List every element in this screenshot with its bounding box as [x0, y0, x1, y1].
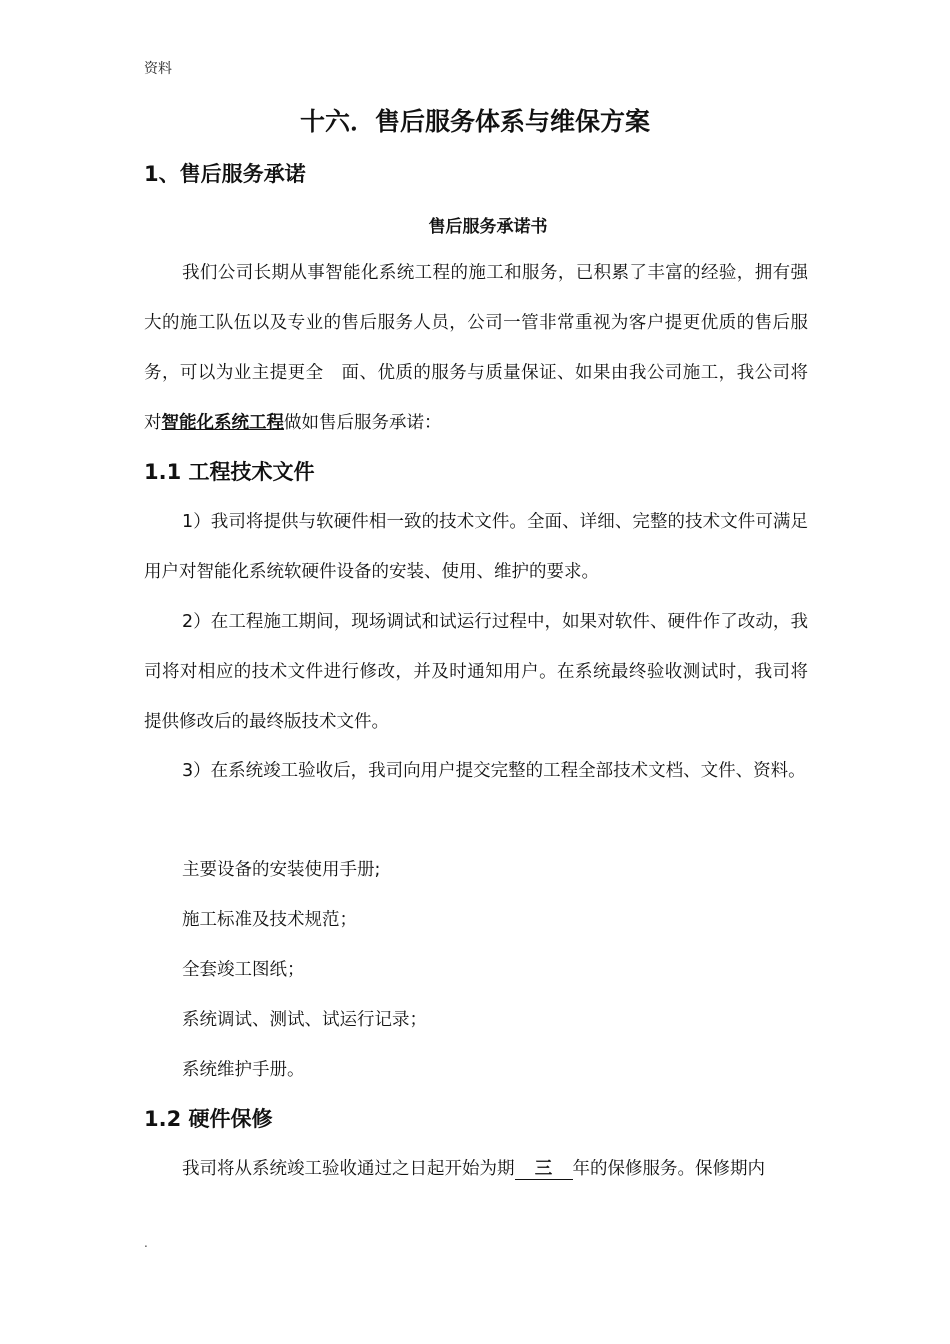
technical-docs-paragraph-3: 3）在系统竣工验收后，我司向用户提交完整的工程全部技术文档、文件、资料。	[182, 761, 806, 781]
footer-mark: .	[144, 1236, 148, 1250]
warranty-text-tail: 年的保修服务。保修期内	[572, 1159, 765, 1179]
technical-docs-paragraph-1: 1）我司将提供与软硬件相一致的技术文件。全面、详细、完整的技术文件可满足用户对智能化系统软硬件设备的安装、使用、维护的要求。	[144, 512, 808, 582]
warranty-text-lead: 我司将从系统竣工验收通过之日起开始为期	[182, 1159, 515, 1179]
section-heading-technical-docs: 1.1 工程技术文件	[144, 460, 315, 484]
commitment-text-lead: 我们公司长期从事智能化系统工程的施工和服务，已积累了丰富的经验，拥有强大的施工队伍以及专业的售后服务人员，公司一管非常重视为客户提更优质的售后服务，可以为业主提更全 面、优质的服务与质量保证、如果由我公司施工，我公司将对	[144, 263, 808, 433]
technical-docs-paragraph-2: 2）在工程施工期间，现场调试和试运行过程中，如果对软件、硬件作了改动，我司将对相应的技术文件进行修改，并及时通知用户。在系统最终验收测试时，我司将提供修改后的最终版技术文件。	[144, 612, 808, 732]
header-label: 资料	[144, 61, 172, 77]
document-title: 十六．售后服务体系与维保方案	[299, 107, 650, 136]
warranty-paragraph	[182, 1157, 765, 1181]
document-list-item: 施工标准及技术规范；	[182, 910, 357, 930]
commitment-paragraph	[144, 248, 808, 448]
section-heading-hardware-warranty: 1.2 硬件保修	[144, 1107, 273, 1131]
document-list-item: 系统维护手册。	[182, 1060, 305, 1080]
commitment-text-tail: 做如售后服务承诺：	[284, 413, 442, 433]
document-list-item: 全套竣工图纸；	[182, 960, 305, 980]
document-list-item: 主要设备的安装使用手册;	[182, 860, 381, 880]
warranty-period-blank: 三	[515, 1159, 573, 1180]
commitment-letter-title: 售后服务承诺书	[428, 217, 548, 237]
commitment-text-emphasis: 智能化系统工程	[161, 413, 284, 433]
section-heading-after-sales: 1、售后服务承诺	[144, 162, 306, 186]
document-list-item: 系统调试、测试、试运行记录；	[182, 1010, 427, 1030]
